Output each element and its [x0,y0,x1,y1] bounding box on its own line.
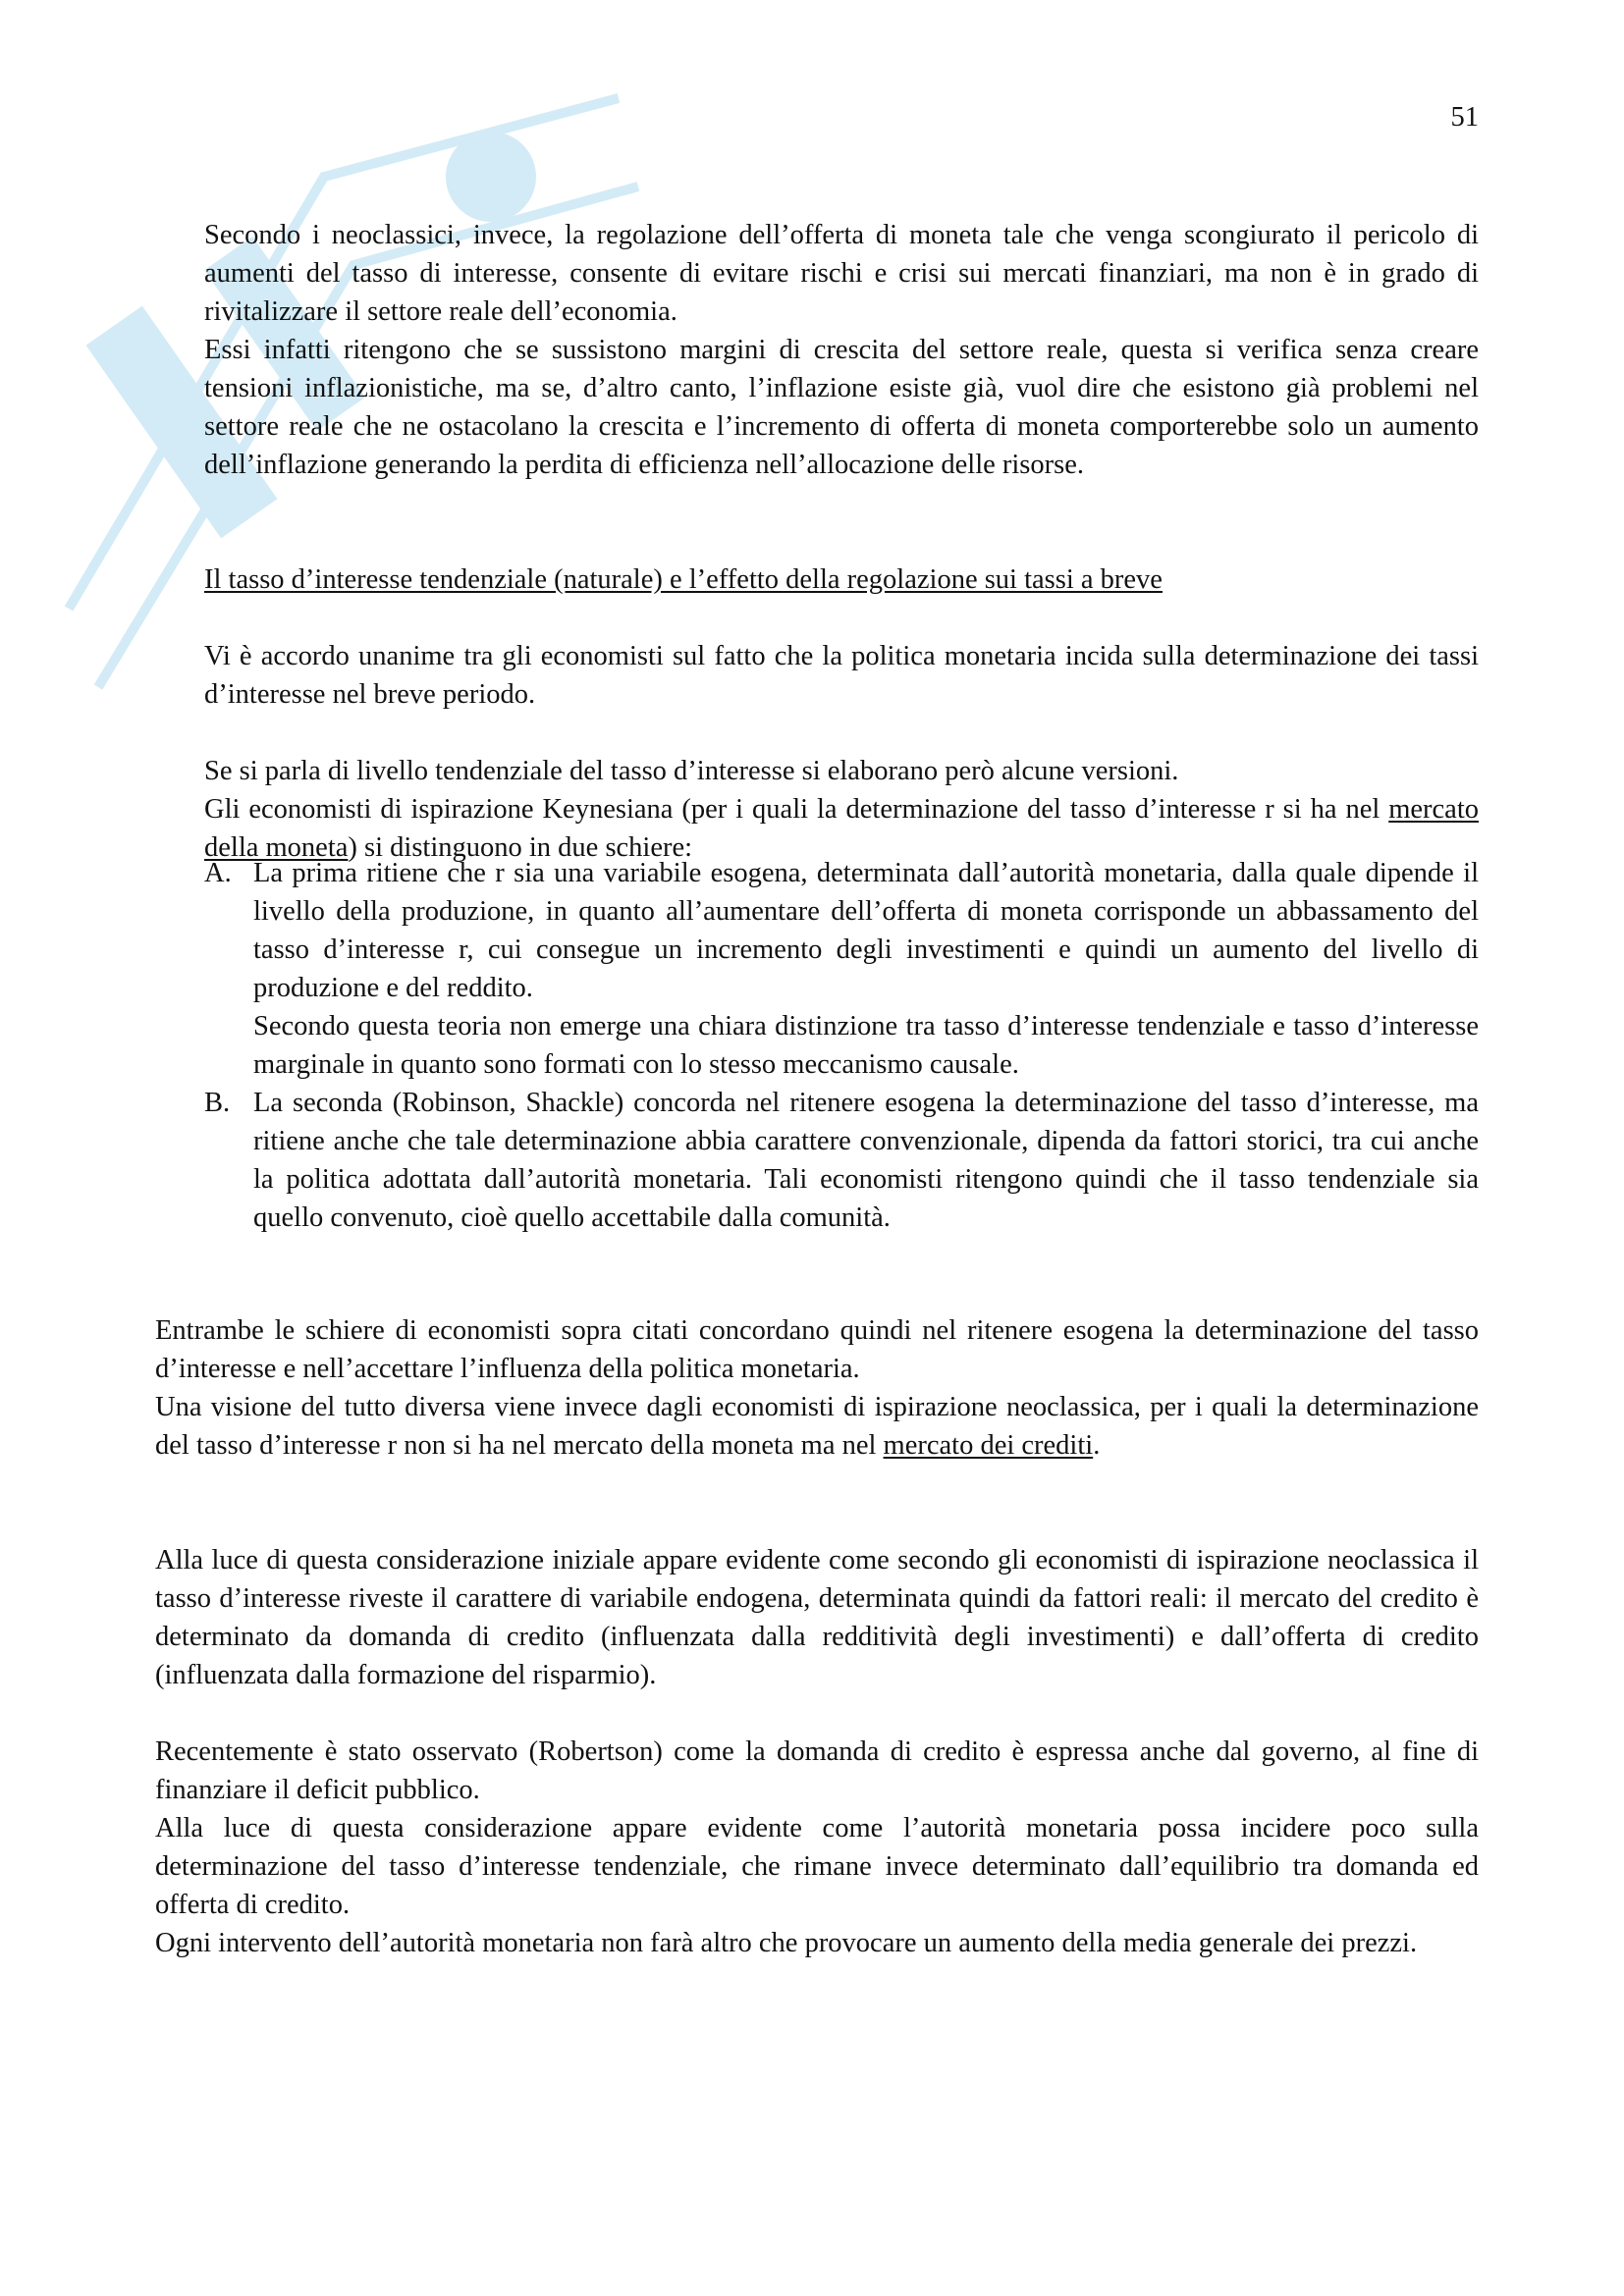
keynesian-schools-list [204,854,1479,1237]
paragraph-keynesiani: Gli economisti di ispirazione Keynesiana (per i quali la determinazione del tasso d’interesse r si ha nel mercato della moneta) si distinguono in due schiere: [204,794,1479,863]
paragraph-visione-neoclassica: Una visione del tutto diversa viene invece dagli economisti di ispirazione neoclassica, per i quali la determinazione del tasso d’interesse r non si ha nel mercato della moneta ma nel mercato dei crediti. [155,1392,1479,1461]
paragraph-variabile-endogena: Alla luce di questa considerazione iniziale appare evidente come secondo gli economisti di ispirazione neoclassica il tasso d’interesse riveste il carattere di variabile endogena, determinata quindi da fattori reali: il mercato del credito è determinato da domanda di credito (influenzata dalla redditività degli investimenti) e dall’offerta di credito (influenzata dalla formazione del risparmio). [155,1545,1479,1690]
page-number: 51 [1450,102,1479,133]
list-marker: A. [204,858,232,888]
paragraph-robertson: Recentemente è stato osservato (Robertson) come la domanda di credito è espressa anche dal governo, al fine di finanziare il deficit pubblico. [155,1736,1479,1805]
list-item-text: La seconda (Robinson, Shackle) concorda nel ritenere esogena la determinazione del tasso d’interesse, ma ritiene anche che tale determinazione abbia carattere convenzionale, dipenda da fattori storici, tra cui anche la politica adottata dall’autorità monetaria. Tali economisti ritengono quindi che il tasso tendenziale sia quello convenuto, cioè quello accettabile dalla comunità. [253,1088,1479,1233]
paragraph-livello-tendenziale: Se si parla di livello tendenziale del tasso d’interesse si elaborano però alcune versioni. [204,756,1179,786]
list-marker: B. [204,1088,231,1118]
list-item-text: La prima ritiene che r sia una variabile esogena, determinata dall’autorità monetaria, dalla quale dipende il livello della produzione, in quanto all’aumentare dell’offerta di moneta corrisponde un abbassamento del tasso d’interesse r, cui consegue un incremento degli investimenti e quindi un aumento del livello di produzione e del reddito. [253,858,1479,1003]
mercato-crediti-underlined: mercato dei crediti [883,1430,1094,1461]
paragraph-autorita-monetaria: Alla luce di questa considerazione appare evidente come l’autorità monetaria possa incidere poco sulla determinazione del tasso d’interesse tendenziale, che rimane invece determinato dall’equilibrio tra domanda ed offerta di credito. [155,1813,1479,1920]
list-item [204,854,1479,1084]
mercato-moneta-underlined: mercato della moneta [204,794,1479,863]
paragraph-media-prezzi: Ogni intervento dell’autorità monetaria non farà altro che provocare un aumento della media generale dei prezzi. [155,1928,1418,1958]
list-item-continuation: Secondo questa teoria non emerge una chiara distinzione tra tasso d’interesse tendenziale e tasso d’interesse marginale in quanto sono formati con lo stesso meccanismo causale. [253,1011,1479,1080]
paragraph-accordo-unanime: Vi è accordo unanime tra gli economisti sul fatto che la politica monetaria incida sulla determinazione dei tassi d’interesse nel breve periodo. [204,641,1479,710]
paragraph-neoclassici: Secondo i neoclassici, invece, la regolazione dell’offerta di moneta tale che venga scongiurato il pericolo di aumenti del tasso di interesse, consente di evitare rischi e crisi sui mercati finanziari, ma non è in grado di rivitalizzare il settore reale dell’economia. [204,220,1479,327]
section-heading: Il tasso d’interesse tendenziale (naturale) e l’effetto della regolazione sui tassi a breve [204,564,1163,595]
paragraph-margini-crescita: Essi infatti ritengono che se sussistono margini di crescita del settore reale, questa si verifica senza creare tensioni inflazionistiche, ma se, d’altro canto, l’inflazione esiste già, vuol dire che esistono già problemi nel settore reale che ne ostacolano la crescita e l’incremento di offerta di moneta comporterebbe solo un aumento dell’inflazione generando la perdita di efficienza nell’allocazione delle risorse. [204,335,1479,480]
paragraph-entrambe-schiere: Entrambe le schiere di economisti sopra citati concordano quindi nel ritenere esogena la determinazione del tasso d’interesse e nell’accettare l’influenza della politica monetaria. [155,1315,1479,1384]
list-item [204,1084,1479,1237]
